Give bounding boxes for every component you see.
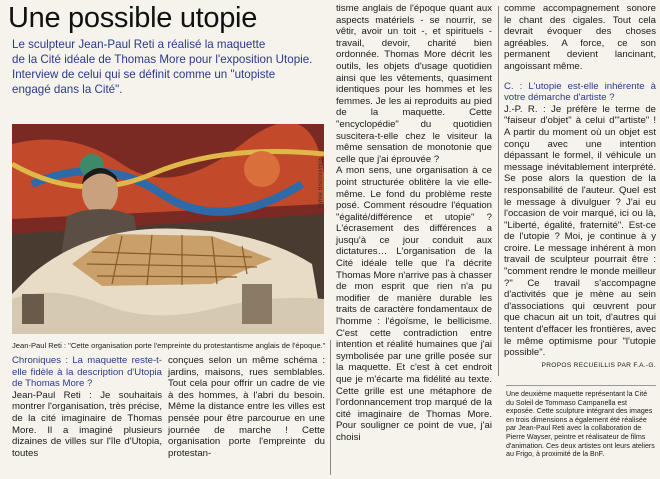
paragraph: conçues selon un même schéma : jardins, maisons, rues semblables. Tout cela pour offrir un cadre de vie à des hommes, à l'abri du besoin. Même la distance entre les villes est pensée pour être parcourue en une journée de marche ! Cette organisation porte l'empreinte du protestan-	[168, 355, 325, 459]
sidebar-note: Une deuxième maquette représentant la Cité du Soleil de Tommaso Campanella est exposée. Cette sculpture intégrant des images en trois dimensions a également été réalisée par Jean-Paul Reti avec la collaboration de Pierre Wayser, peintre et réalisateur de films d'animation. Ces deux artistes ont leurs ateliers au Frigo, à proximité de la BnF.	[506, 385, 656, 459]
column-1	[12, 355, 162, 459]
photo-caption: Jean-Paul Reti : "Cette organisation porte l'empreinte du protestantisme anglais de l'époque."	[12, 341, 326, 350]
intro-line: Interview de celui qui se définit comme un "utopiste	[12, 68, 276, 81]
paragraph: J.-P. R. : Je préfère le terme de "faiseur d'objet" à celui d'"artiste" ! A partir du moment où un objet est conçu avec une intention dépassant le formel, il véhicule un message inévitablement interprété. Se pose alors la question de la responsabilité de l'auteur. Quel est le message à divulguer ? J'ai eu l'occasion de voir marqué, ici ou là, "Liberté, égalité, fraternité". Est-ce de l'utopie ? Moi, je continue à y croire. Le message inhérent à mon travail de sculpteur pourrait être : "comment rendre le monde meilleur ?" Ce travail s'accompagne d'activités que je mène au sein d'associations qui œuvrent pour que chacun ait un toit, d'autres qui tentent d'effacer les frontières, avec le même optimisme pour "l'utopie possible".	[504, 103, 656, 359]
question: C. : L'utopie est-elle inhérente à votre démarche d'artiste ?	[504, 80, 656, 104]
column-divider	[498, 6, 499, 376]
paragraph: tisme anglais de l'époque quant aux aspects matériels - se nourrir, se vêtir, avoir un toit -, et spirituels - travail, devoir, charité bien ordonnée. Thomas More décrit les outils, les objets d'usage quotidien ainsi que les vêtements, quasiment identiques pour les hommes et les femmes. Je les ai reproduits au pied de la maquette. Cette "encyclopédie" du quotidien suscitera-t-elle chez le visiteur la même sensation de monotonie que celle que j'ai éprouvée ?	[336, 3, 492, 165]
article-title: Une possible utopie	[8, 2, 258, 34]
question: Chroniques : La maquette reste-t-elle fidèle à la description d'Utopia de Thomas More ?	[12, 355, 162, 390]
intro-line: de la Cité idéale de Thomas More pour l'exposition Utopie.	[12, 53, 313, 66]
article-intro	[12, 37, 324, 97]
sculptor-photo	[12, 124, 324, 334]
intro-line: Le sculpteur Jean-Paul Reti a réalisé la maquette	[12, 38, 266, 51]
column-divider	[330, 340, 331, 475]
intro-line: engagé dans la Cité".	[12, 83, 123, 96]
paragraph: comme accompagnement sonore le chant des cigales. Tout cela devrait évoquer des choses agréables. A force, ce son permanent devient lancinant, angoissant même.	[504, 3, 656, 72]
column-3	[336, 3, 492, 444]
paragraph: A mon sens, une organisation à ce point structurée oblitère la vie elle-même. Le fond du problème reste posé. Comment résoudre l'équation "égalité/différence et utopie" ? L'écrasement des différences a jusqu'à ce jour conduit aux dictatures… L'organisation de la Cité idéale telle que l'a décrite Thomas More n'arrive pas à chasser de mon esprit que rien n'a pu modifier de manière durable les traits de caractère fondamentaux de l'homme : l'égoïsme, le bellicisme. C'est cette contradiction entre intention et réalité humaines que j'ai symbolisée par une grille posée sur la maquette. Et c'est à cet endroit que je m'écarte ma fidélité au texte. Cette grille est une métaphore de l'ordonnancement trop marqué de la cité imaginaire de Thomas More. Pour souligner ce point de vue, j'ai choisi	[336, 165, 492, 443]
photo-credit: Sylvie Biscioni/BnF	[318, 156, 324, 208]
column-2	[168, 355, 325, 459]
paragraph: Jean-Paul Reti : Je souhaitais montrer l'organisation, très précise, de la cité imaginaire de Thomas More. Il a imaginé plusieurs dizaines de villes sur l'île d'Utopia, toutes	[12, 389, 162, 459]
column-4	[504, 3, 656, 371]
photo-illustration	[12, 124, 324, 334]
signature: PROPOS RECUEILLIS PAR F.A.-G.	[541, 361, 656, 369]
